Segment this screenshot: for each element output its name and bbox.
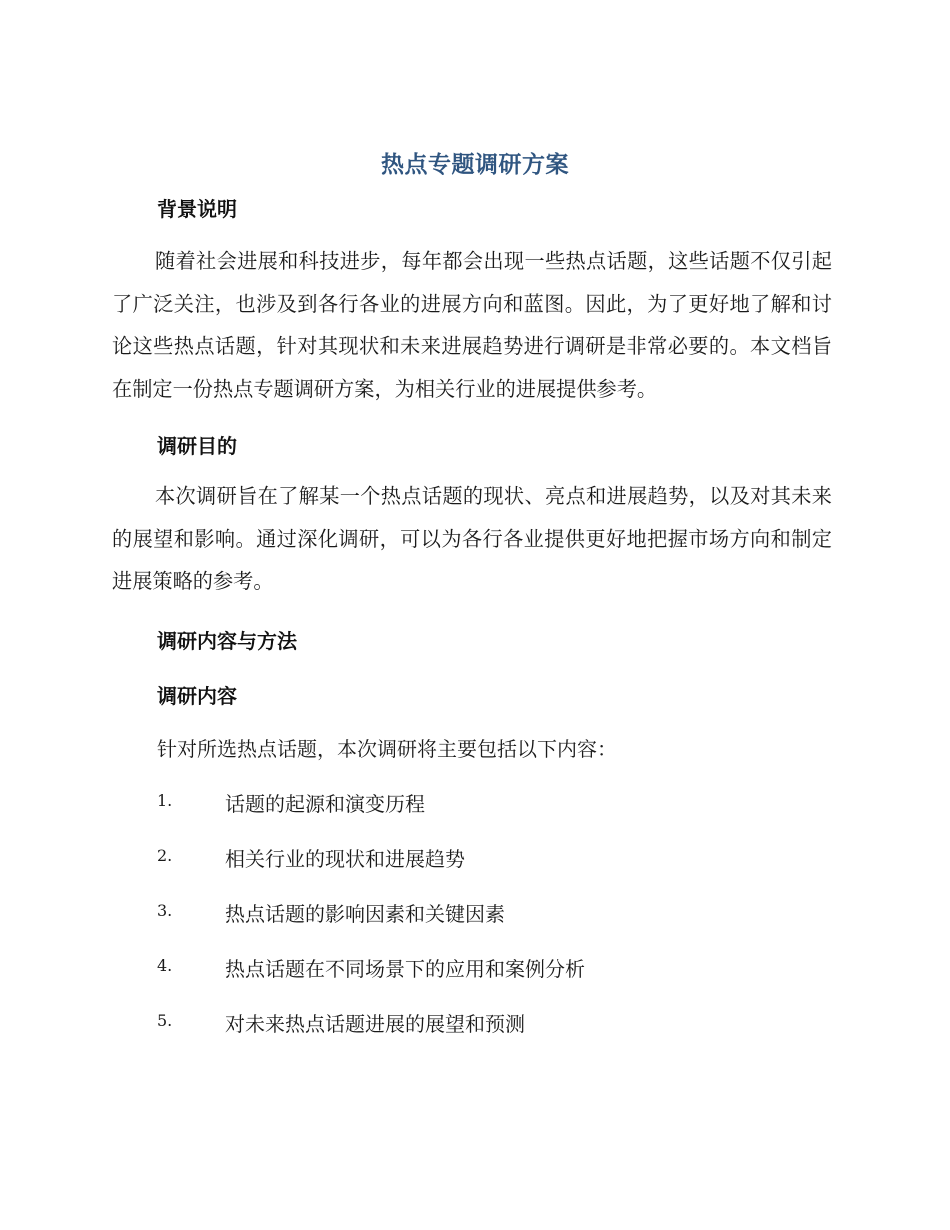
background-paragraph: 随着社会进展和科技进步，每年都会出现一些热点话题，这些话题不仅引起了广泛关注，也涉及到各行各业的进展方向和蓝图。因此，为了更好地了解和讨论这些热点话题，针对其现状和未来进展趋势进行调研是非常必要的。本文档旨在制定一份热点专题调研方案，为相关行业的进展提供参考。: [112, 249, 832, 401]
list-item: [157, 788, 757, 816]
list-text: 热点话题在不同场景下的应用和案例分析: [225, 957, 585, 981]
list-item: [157, 953, 757, 981]
list-text: 对未来热点话题进展的展望和预测: [225, 1012, 525, 1036]
section-heading-purpose: 调研目的: [157, 434, 237, 458]
purpose-paragraph: 本次调研旨在了解某一个热点话题的现状、亮点和进展趋势，以及对其未来的展望和影响。通过深化调研，可以为各行各业提供更好地把握市场方向和制定进展策略的参考。: [112, 484, 832, 593]
list-text: 热点话题的影响因素和关键因素: [225, 902, 505, 926]
list-item: [157, 898, 757, 926]
section-heading-content: 调研内容: [157, 684, 237, 708]
list-text: 话题的起源和演变历程: [225, 792, 425, 816]
list-number: 3.: [157, 901, 173, 920]
list-number: 5.: [157, 1011, 173, 1030]
list-number: 4.: [157, 956, 173, 975]
content-intro: 针对所选热点话题，本次调研将主要包括以下内容：: [157, 737, 617, 761]
list-number: 2.: [157, 846, 173, 865]
list-number: 1.: [157, 791, 173, 810]
section-heading-background: 背景说明: [157, 197, 237, 221]
list-item: [157, 1008, 757, 1036]
section-heading-content-method: 调研内容与方法: [157, 629, 297, 653]
page-title: 热点专题调研方案: [381, 152, 569, 178]
list-text: 相关行业的现状和进展趋势: [225, 847, 465, 871]
list-item: [157, 843, 757, 871]
